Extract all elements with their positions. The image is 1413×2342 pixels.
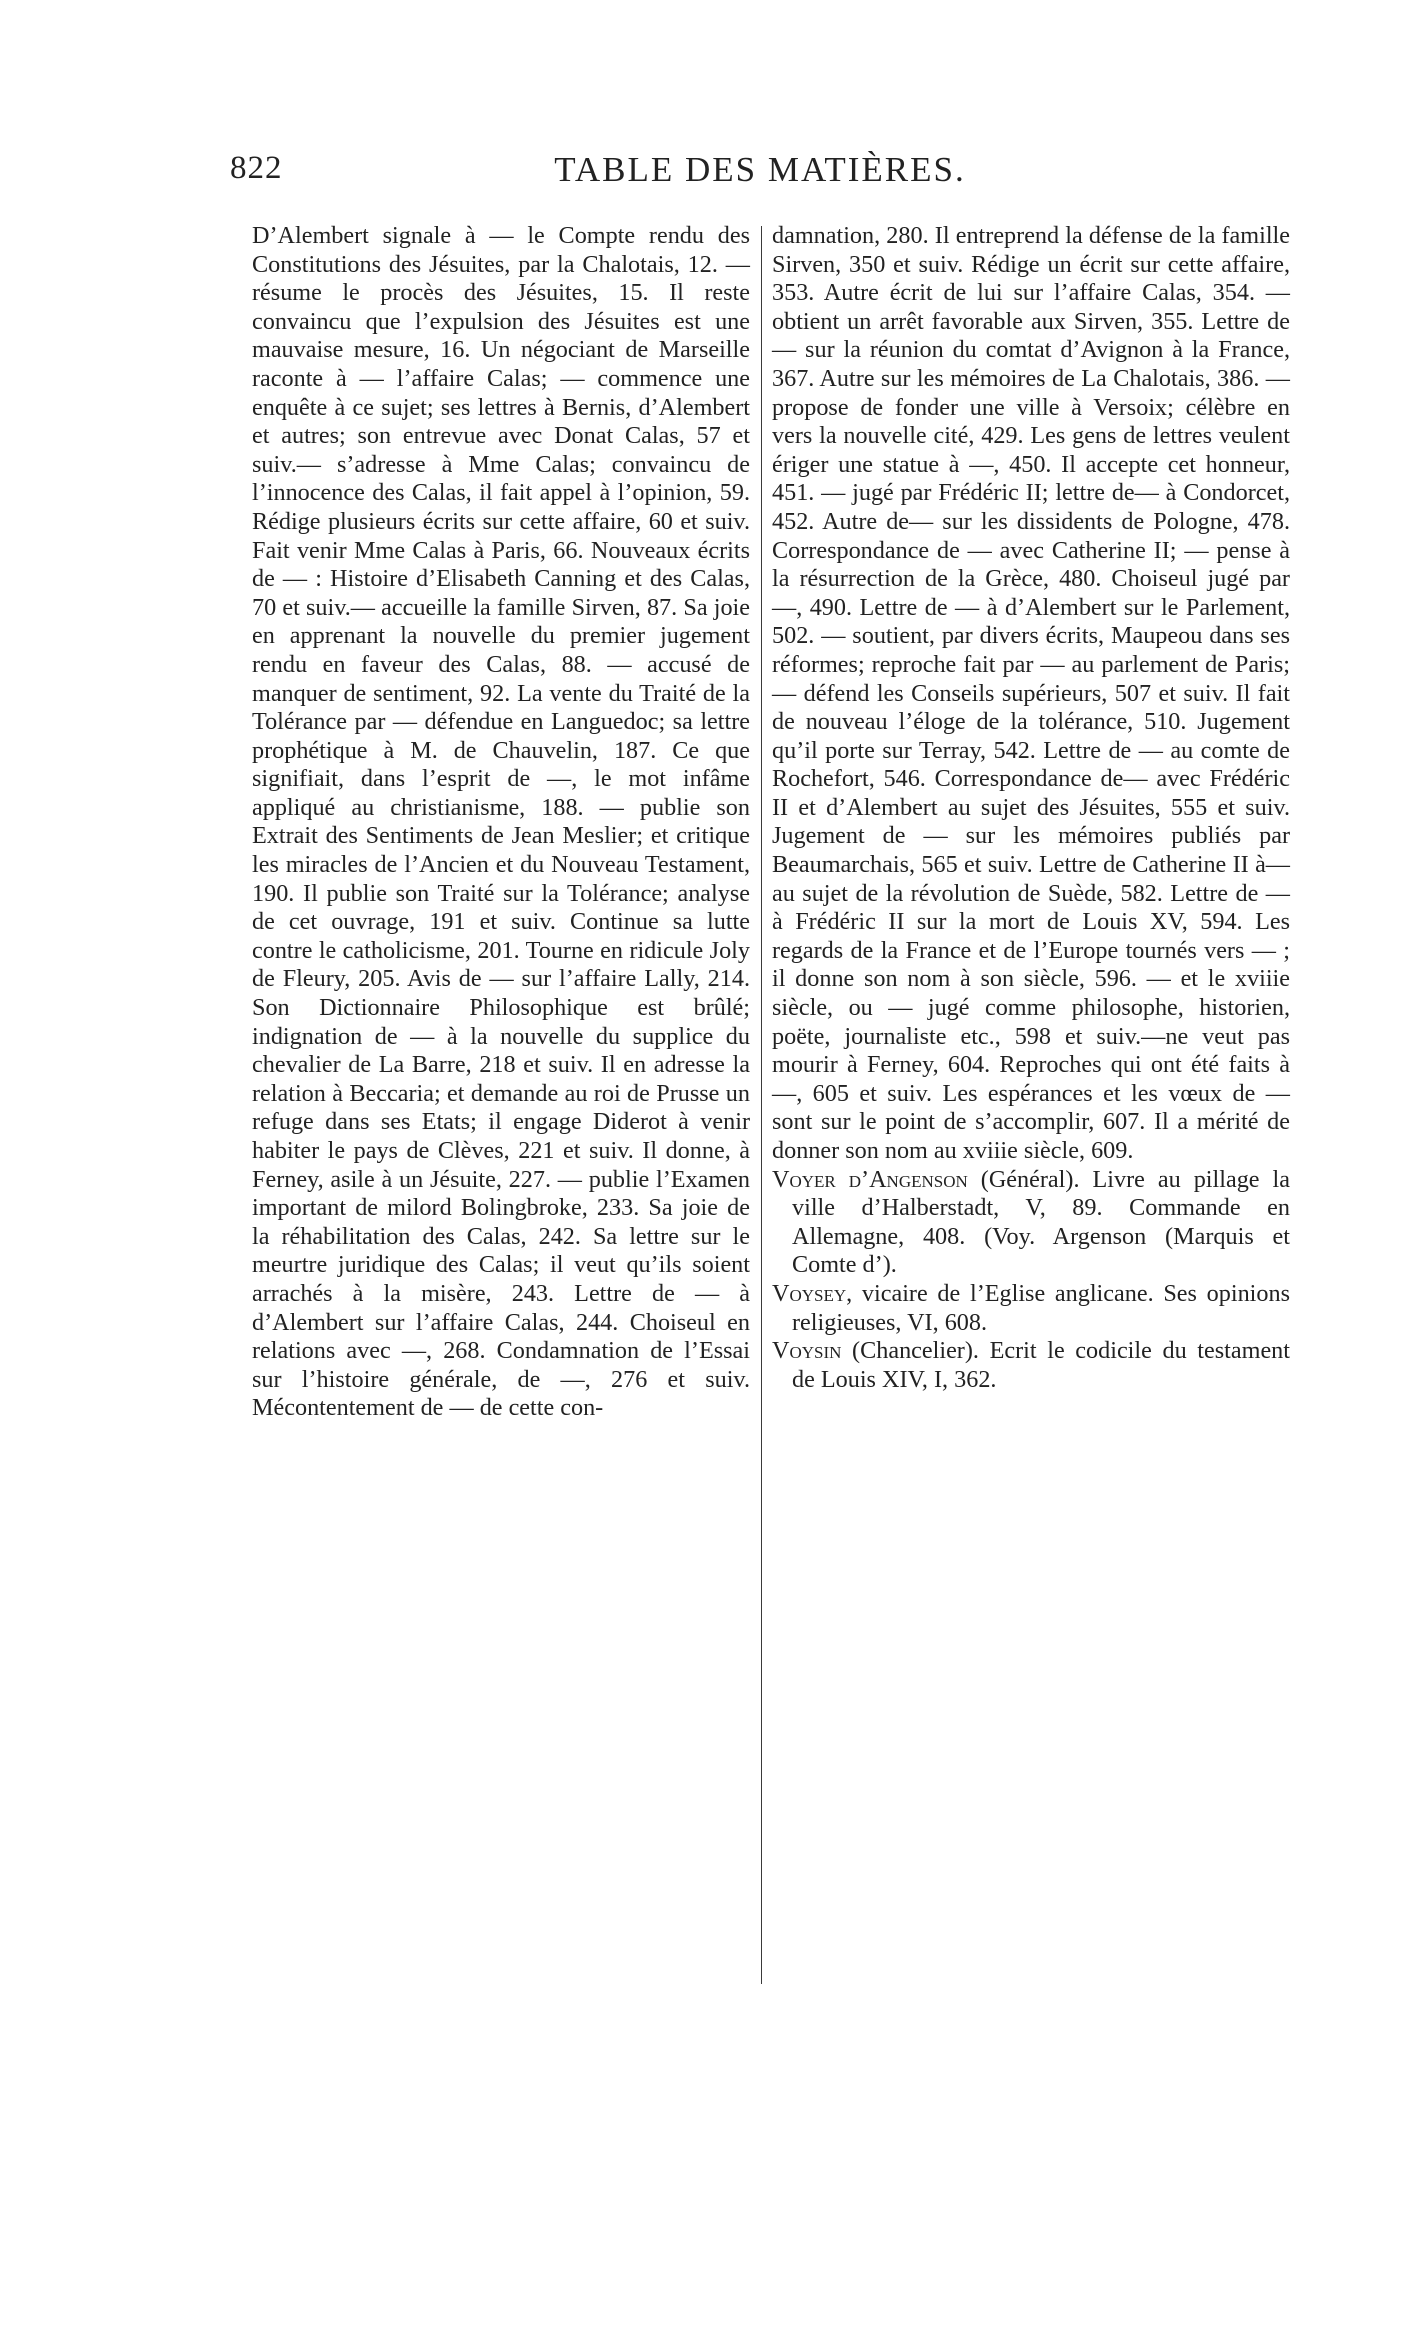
page-header [230, 150, 1290, 200]
entry-head-voysey: Voysey [772, 1279, 847, 1307]
entry-text-voysin: (Chancelier). Ecrit le codicile du testament de Louis XIV, I, 362. [792, 1337, 1290, 1393]
running-title: TABLE DES MATIÈRES. [554, 150, 966, 189]
entry-head-voyer: Voyer d’Angenson [772, 1165, 968, 1193]
entry-head-voysin: Voysin [772, 1337, 842, 1365]
left-column-text: D’Alembert signale à — le Compte rendu des Constitutions des Jésuites, par la Chalotais, 12. —résume le procès des Jésuites, 15. Il reste convaincu que l’expulsion des Jésuites est une mauvaise mesure, 16. Un négociant de Marseille raconte à — l’affaire Calas; — commence une enquête à ce sujet; ses lettres à Bernis, d’Alembert et autres; son entrevue avec Donat Calas, 57 et suiv.— s’adresse à Mme Calas; convaincu de l’innocence des Calas, il fait appel à l’opinion, 59. Rédige plusieurs écrits sur cette affaire, 60 et suiv. Fait venir Mme Calas à Paris, 66. Nouveaux écrits de — : Histoire d’Elisabeth Canning et des Calas, 70 et suiv.— accueille la famille Sirven, 87. Sa joie en apprenant la nouvelle du premier jugement rendu en faveur des Calas, 88. — accusé de manquer de sentiment, 92. La vente du Traité de la Tolérance par — défendue en Languedoc; sa lettre prophétique à M. de Chauvelin, 187. Ce que signifiait, dans l’esprit de —, le mot infâme appliqué au christianisme, 188. — publie son Extrait des Sentiments de Jean Meslier; et critique les miracles de l’Ancien et du Nouveau Testament, 190. Il publie son Traité sur la Tolérance; analyse de cet ouvrage, 191 et suiv. Continue sa lutte contre le catholicisme, 201. Tourne en ridicule Joly de Fleury, 205. Avis de — sur l’affaire Lally, 214. Son Dictionnaire Philosophique est brûlé; indignation de — à la nouvelle du supplice du chevalier de La Barre, 218 et suiv. Il en adresse la relation à Beccaria; et demande au roi de Prusse un refuge dans ses Etats; il engage Diderot à venir habiter le pays de Clèves, 221 et suiv. Il donne, à Ferney, asile à un Jésuite, 227. — publie l’Examen important de milord Bolingbroke, 233. Sa joie de la réhabilitation des Calas, 242. Sa lettre sur le meurtre juridique des Calas; il veut qu’ils soient arrachés à la misère, 243. Lettre de — à d’Alembert sur l’affaire Calas, 244. Choiseul en relations avec —, 268. Condamnation de l’Essai sur l’histoire générale, de —, 276 et suiv. Mécontentement de — de cette con- [252, 222, 750, 1422]
right-column-text: damnation, 280. Il entreprend la défense de la famille Sirven, 350 et suiv. Rédige un écrit sur cette affaire, 353. Autre écrit de lui sur l’affaire Calas, 354. — obtient un arrêt favorable aux Sirven, 355. Lettre de — sur la réunion du comtat d’Avignon à la France, 367. Autre sur les mémoires de La Chalotais, 386. — propose de fonder une ville à Versoix; célèbre en vers la nouvelle cité, 429. Les gens de lettres veulent ériger une statue à —, 450. Il accepte cet honneur, 451. — jugé par Frédéric II; lettre de— à Condorcet, 452. Autre de— sur les dissidents de Pologne, 478. Correspondance de — avec Catherine II; — pense à la résurrection de la Grèce, 480. Choiseul jugé par —, 490. Lettre de — à d’Alembert sur le Parlement, 502. — soutient, par divers écrits, Maupeou dans ses réformes; reproche fait par — au parlement de Paris; — défend les Conseils supérieurs, 507 et suiv. Il fait de nouveau l’éloge de la tolérance, 510. Jugement qu’il porte sur Terray, 542. Lettre de — au comte de Rochefort, 546. Correspondance de— avec Frédéric II et d’Alembert au sujet des Jésuites, 555 et suiv. Jugement de — sur les mémoires publiés par Beaumarchais, 565 et suiv. Lettre de Catherine II à—au sujet de la révolution de Suède, 582. Lettre de — à Frédéric II sur la mort de Louis XV, 594. Les regards de la France et de l’Europe tournés vers — ; il donne son nom à son siècle, 596. — et le xviiie siècle, ou — jugé comme philosophe, historien, poëte, journaliste etc., 598 et suiv.—ne veut pas mourir à Ferney, 604. Reproches qui ont été faits à —, 605 et suiv. Les espérances et les vœux de — sont sur le point de s’accomplir, 607. Il a mérité de donner son nom au xviiie siècle, 609. [772, 222, 1290, 1164]
entry-text-voyer: (Général). Livre au pillage la ville d’Halberstadt, V, 89. Commande en Allemagne, 408. (Voy. Argenson (Marquis et Comte d’). [792, 1165, 1290, 1279]
column-divider [761, 226, 762, 1984]
index-entry-voyer [772, 1166, 1290, 1280]
index-entry-voysey [772, 1280, 1290, 1337]
page-number: 822 [230, 150, 283, 186]
right-column [772, 222, 1290, 1394]
index-columns [252, 222, 1290, 2022]
index-entry-voysin [772, 1337, 1290, 1394]
entry-text-voysey: , vicaire de l’Eglise anglicane. Ses opinions religieuses, VI, 608. [792, 1279, 1290, 1336]
left-column [252, 222, 750, 1423]
